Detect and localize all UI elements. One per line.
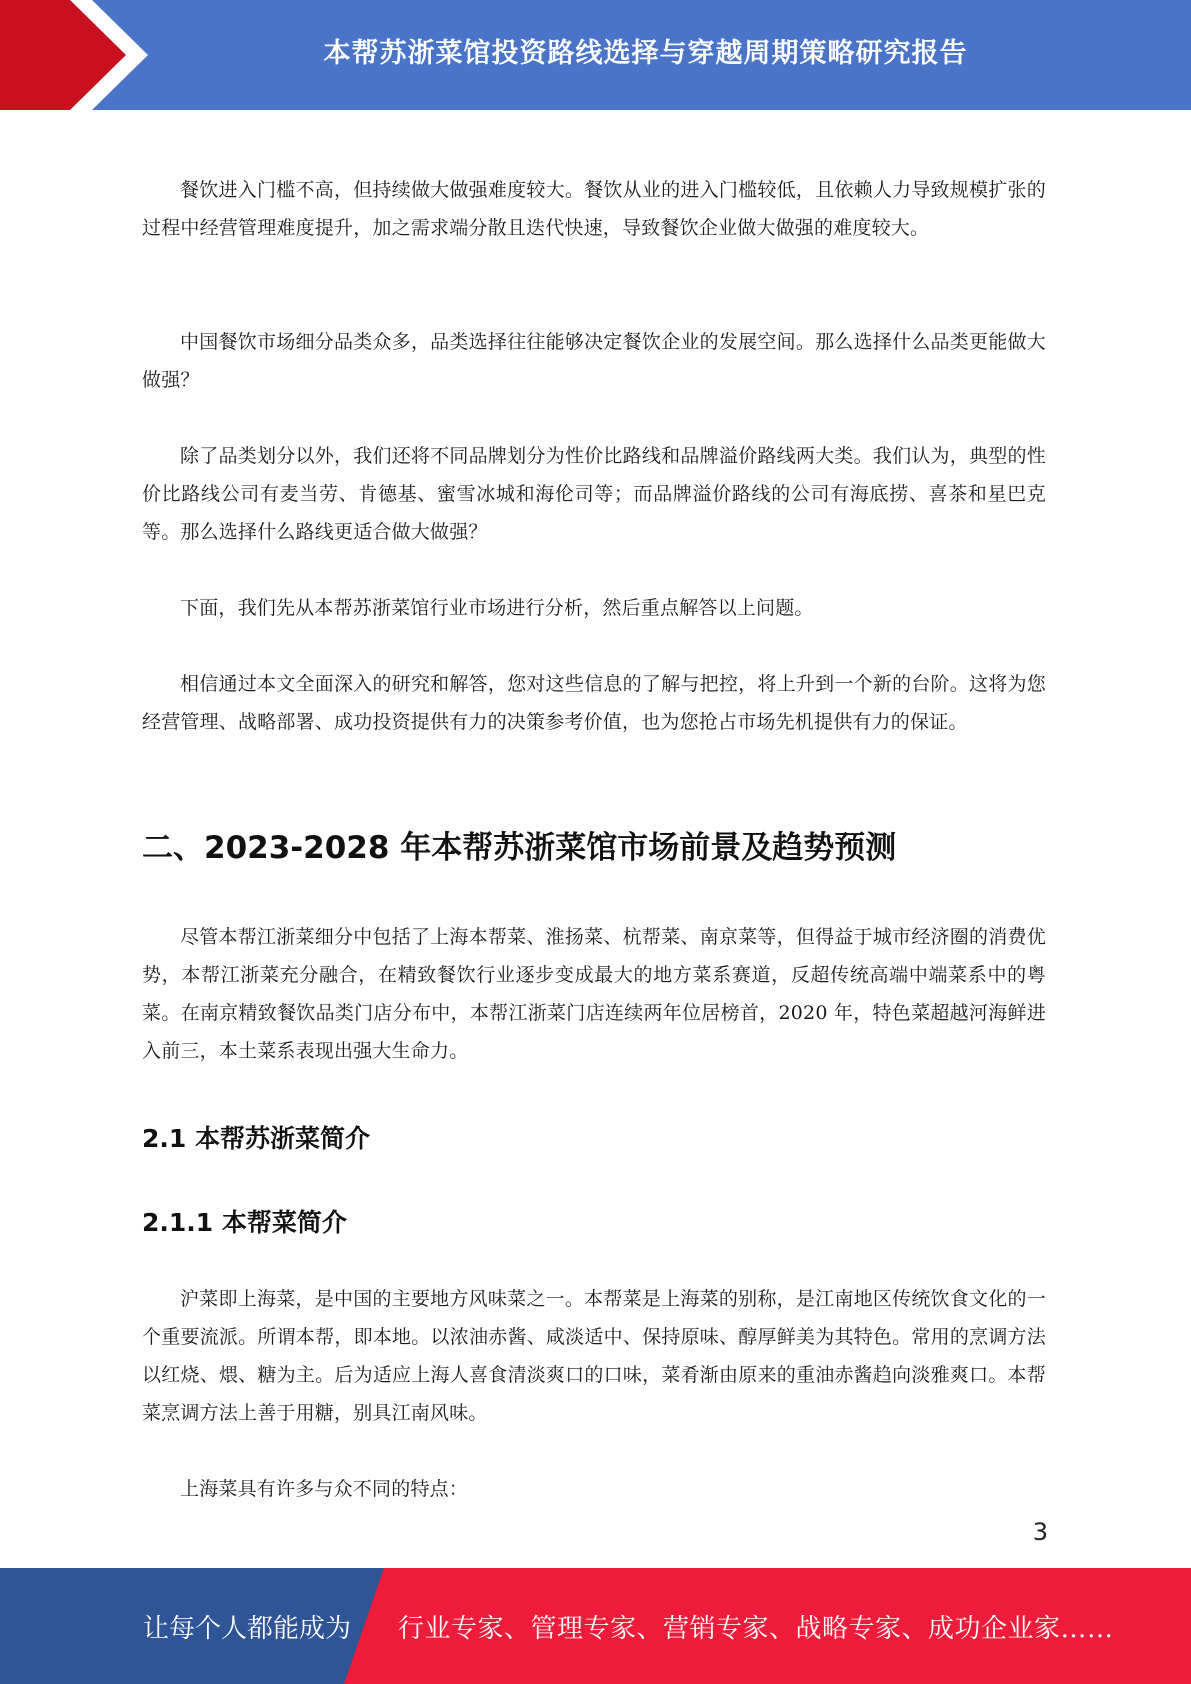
subheading-2-1: 2.1 本帮苏浙菜简介 xyxy=(142,1124,370,1153)
footer-slogan-left: 让每个人都能成为 xyxy=(143,1613,352,1644)
paragraph-intro-5: 相信通过本文全面深入的研究和解答，您对这些信息的了解与把控，将上升到一个新的台阶。这将为您经营管理、战略部署、成功投资提供有力的决策参考价值，也为您抢占市场先机提供有力的保证。 xyxy=(142,673,1046,733)
paragraph-features: 上海菜具有许多与众不同的特点： xyxy=(180,1478,469,1500)
paragraph-intro-4: 下面，我们先从本帮苏浙菜馆行业市场进行分析，然后重点解答以上问题。 xyxy=(180,597,814,619)
paragraph-benbang: 沪菜即上海菜，是中国的主要地方风味菜之一。本帮菜是上海菜的别称，是江南地区传统饮食文化的一个重要流派。所谓本帮，即本地。以浓油赤酱、咸淡适中、保持原味、醇厚鲜美为其特色。常用的烹调方法以红烧、煨、糖为主。后为适应上海人喜食清淡爽口的口味，菜肴渐由原来的重油赤酱趋向淡雅爽口。本帮菜烹调方法上善于用糖，别具江南风味。 xyxy=(142,1288,1046,1424)
section-heading: 二、2023-2028 年本帮苏浙菜馆市场前景及趋势预测 xyxy=(142,830,897,866)
paragraph-intro-2: 中国餐饮市场细分品类众多，品类选择往往能够决定餐饮企业的发展空间。那么选择什么品类更能做大做强？ xyxy=(142,331,1046,391)
paragraph-intro-3: 除了品类划分以外，我们还将不同品牌划分为性价比路线和品牌溢价路线两大类。我们认为，典型的性价比路线公司有麦当劳、肯德基、蜜雪冰城和海伦司等；而品牌溢价路线的公司有海底捞、喜茶和星巴克等。那么选择什么路线更适合做大做强？ xyxy=(142,445,1046,543)
page-header xyxy=(0,0,1191,110)
subheading-2-1-1: 2.1.1 本帮菜简介 xyxy=(142,1208,347,1237)
page-footer xyxy=(0,1568,1191,1684)
paragraph-section: 尽管本帮江浙菜细分中包括了上海本帮菜、淮扬菜、杭帮菜、南京菜等，但得益于城市经济圈的消费优势，本帮江浙菜充分融合，在精致餐饮行业逐步变成最大的地方菜系赛道，反超传统高端中端菜系中的粤菜。在南京精致餐饮品类门店分布中，本帮江浙菜门店连续两年位居榜首，2020 年，特色菜超越河海鲜进入前三，本土菜系表现出强大生命力。 xyxy=(142,926,1046,1062)
page-number: 3 xyxy=(1032,1518,1048,1546)
footer-slogan-right: 行业专家、管理专家、营销专家、战略专家、成功企业家…… xyxy=(398,1613,1114,1644)
header-title: 本帮苏浙菜馆投资路线选择与穿越周期策略研究报告 xyxy=(323,37,968,69)
paragraph-intro-1: 餐饮进入门槛不高，但持续做大做强难度较大。餐饮从业的进入门槛较低，且依赖人力导致规模扩张的过程中经营管理难度提升，加之需求端分散且迭代快速，导致餐饮企业做大做强的难度较大。 xyxy=(142,179,1046,239)
